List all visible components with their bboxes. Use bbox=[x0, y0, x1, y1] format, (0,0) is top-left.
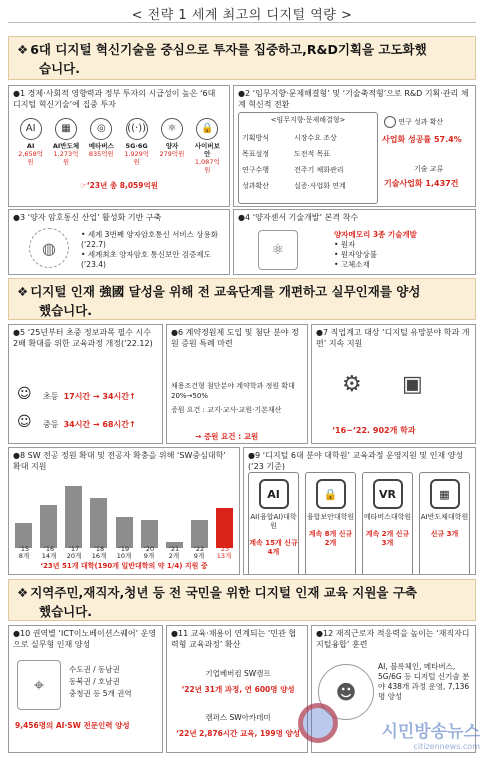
quantum-bullet-2: • 세계최초 양자암호 통신보안 검증제도(‘23.4) bbox=[81, 250, 211, 269]
bar-‘23 bbox=[216, 508, 233, 548]
tick-label: ‘18 16개 bbox=[91, 545, 107, 560]
bootcamp-title: 기업베버컴 SW캠프 bbox=[205, 669, 271, 678]
metaverse-icon: ◎ bbox=[90, 118, 112, 140]
mission-left-col bbox=[242, 130, 294, 194]
section-banner-2 bbox=[8, 278, 476, 320]
security-icon: 🔒 bbox=[196, 118, 218, 140]
panel-grad-schools bbox=[243, 447, 476, 575]
diamond-icon: ❖ bbox=[17, 42, 29, 57]
card-name: 메타버스대학원 bbox=[363, 513, 412, 521]
mission-goal: 도전적 목표 bbox=[294, 150, 331, 158]
quantum-bullet-1: • 세계 3번째 양자암호통신 서비스 상용화(‘22.7) bbox=[81, 230, 219, 249]
mission-stage: 성과확산 bbox=[242, 182, 270, 190]
banner-1-text: 6대 디지털 혁신기술을 중심으로 투자를 집중하고,R&D기획을 고도화했 bbox=[30, 42, 427, 57]
news-logo-icon bbox=[298, 703, 338, 743]
grad-school-card bbox=[419, 472, 470, 575]
tech-item bbox=[51, 118, 81, 174]
robot-icon: ⚙ bbox=[342, 372, 362, 397]
title-divider bbox=[8, 22, 476, 23]
tech-name: 5G·6G bbox=[125, 142, 148, 150]
tick-label: ‘19 10개 bbox=[116, 545, 132, 560]
tech-value: 2,658억원 bbox=[18, 150, 44, 166]
mission-stage: 연구수행 bbox=[242, 166, 270, 174]
panel-12-heading: ●12 재직근로자 적응력을 높이는 ‘재직자디지털융합’ 훈련 bbox=[316, 629, 470, 649]
mission-goal: 전주기 체화관리 bbox=[294, 166, 344, 174]
section-banner-3 bbox=[8, 579, 476, 621]
tech-value: 1,929억원 bbox=[124, 150, 150, 166]
vocational-value: ‘16~‘22. 902개 학과 bbox=[332, 426, 416, 435]
diamond-icon: ❖ bbox=[17, 585, 29, 600]
academy-title: 캠퍼스 SW아카데미 bbox=[205, 713, 271, 722]
panel-11-heading: ●11 교육·채용이 연계되는 ‘민관 협력형 교육과정’ 확산 bbox=[171, 629, 297, 649]
watermark-url: citizennews.com bbox=[413, 742, 480, 751]
tick-label: ‘16 14개 bbox=[41, 545, 57, 560]
investment-total: ☞‘23년 총 8,059억원 bbox=[80, 181, 158, 190]
panel-6-tech-investment bbox=[8, 85, 230, 207]
panel-quantum-sensor bbox=[233, 209, 476, 275]
outcome-label: 연구 성과 확산 bbox=[398, 118, 444, 126]
panel-quota bbox=[166, 324, 308, 444]
card-name: AI(융합AI)대학원 bbox=[250, 513, 297, 530]
mission-goal: 실증·사업화 연계 bbox=[294, 182, 346, 190]
quota-line-3: → 증원 요건 : 교원 bbox=[195, 432, 259, 441]
region: 수도권 / 동남권 bbox=[69, 665, 120, 674]
map-icon: ⌖ bbox=[17, 660, 61, 710]
quota-line-1: 채용조건형 첨단분야 계약학과 정원 확대 20%→50% bbox=[171, 382, 295, 400]
panel-5-heading: ●5 ‘25년부터 초중 정보과목 필수 시수 2배 확대를 위한 교육과정 개정(‘22.12) bbox=[13, 328, 153, 348]
chip-icon: AI bbox=[20, 118, 42, 140]
chart-footnote: ‘23년 51개 대학(190개 일반대학의 약 1/4) 지원 중 bbox=[40, 562, 208, 570]
panel-1-heading: ●1 경제·사회적 영향력과 정부 투자의 시급성이 높은 ‘6대 디지털 혁신기술’에 집중 투자 bbox=[13, 89, 216, 109]
metaverse-icon: VR bbox=[373, 479, 403, 509]
card-name: 융합보안대학원 bbox=[306, 513, 355, 521]
success-rate: 사업화 성공률 57.4% bbox=[382, 135, 462, 144]
sensor-item: • 고체소재 bbox=[334, 260, 370, 269]
mission-goal: 시장수요 조상 bbox=[294, 134, 337, 142]
bar-chart bbox=[15, 482, 233, 548]
middle-row: 중등 34시간 → 68시간↑ bbox=[43, 420, 136, 429]
mission-box bbox=[238, 112, 378, 204]
outcome-icon bbox=[384, 116, 396, 128]
banner-3-text-2: 했습니다. bbox=[39, 604, 93, 619]
grad-school-card bbox=[305, 472, 356, 575]
student-icon: ☺ bbox=[17, 386, 32, 402]
tech-value: 835억원 bbox=[88, 150, 114, 158]
page-title: < 전략 1 세계 최고의 디지털 역량 > bbox=[131, 8, 353, 23]
mission-stage: 기획방식 bbox=[242, 134, 270, 142]
tick-label: ‘22 9개 bbox=[193, 545, 205, 560]
bar-‘22 bbox=[191, 520, 208, 548]
banner-2-text: 디지털 인재 強國 달성을 위해 전 교육단계를 개편하고 실무인재를 양성 bbox=[30, 284, 421, 299]
panel-curriculum bbox=[8, 324, 163, 444]
panel-rnd-planning bbox=[233, 85, 476, 207]
mission-mid-col bbox=[294, 130, 374, 194]
sensor-title: 양자메모리 3종 기술개발 bbox=[334, 230, 417, 239]
bar-‘18 bbox=[90, 498, 107, 548]
tech-value: 279억원 bbox=[159, 150, 185, 158]
tech-icon-row bbox=[9, 112, 229, 174]
banner-3-text: 지역주민,재직자,청년 등 전 국민을 위한 디지털 인재 교육 지원을 구축 bbox=[30, 585, 417, 600]
card-name: AI반도체대학원 bbox=[420, 513, 469, 521]
banner-1-text-2: 습니다. bbox=[39, 61, 80, 76]
tick-label: ‘21 2개 bbox=[168, 545, 180, 560]
research-outcome bbox=[384, 116, 474, 128]
watermark-name: 시민방송뉴스 bbox=[381, 722, 480, 742]
quota-line-2: 증원 요건 : 교지·교사·교원·기본재산 bbox=[171, 406, 282, 414]
transfer-label: 기술 교류 bbox=[414, 165, 444, 173]
tech-name: AI bbox=[26, 142, 35, 150]
card-stat: 신규 3개 bbox=[430, 530, 459, 538]
worker-icon: ☻ bbox=[318, 664, 374, 720]
tick-label: ‘17 20개 bbox=[66, 545, 82, 560]
ai-icon: AI bbox=[259, 479, 289, 509]
grad-school-card bbox=[248, 472, 299, 575]
tech-name: 사이버보안 bbox=[194, 142, 220, 158]
tech-item bbox=[122, 118, 152, 174]
watermark bbox=[381, 717, 480, 751]
panel-7-heading: ●7 직업계고 대상 ‘디지털 유망분야 학과 개편’ 지속 지원 bbox=[316, 328, 470, 348]
academy-text: ‘22년 2,876시간 교육, 199명 양성 bbox=[176, 729, 300, 738]
student-icon-2: ☺ bbox=[17, 414, 32, 430]
globe-icon: ◍ bbox=[29, 228, 69, 268]
tech-value: 1,273억원 bbox=[53, 150, 79, 166]
tech-name: 메타버스 bbox=[88, 142, 114, 150]
bootcamp-text: ‘22년 31개 과정, 연 600명 양성 bbox=[181, 685, 295, 694]
transfer-value: 기술사업화 1,437건 bbox=[384, 179, 459, 188]
ai-semi-icon: ▦ bbox=[55, 118, 77, 140]
diamond-icon: ❖ bbox=[17, 284, 29, 299]
mission-stage: 목표설정 bbox=[242, 150, 270, 158]
tech-item bbox=[157, 118, 187, 174]
panel-6-heading: ●6 계약정원제 도입 및 첨단 분야 정원 증원 특례 마련 bbox=[171, 328, 299, 348]
sensor-icon: ⚛ bbox=[258, 230, 298, 270]
5g-icon: ((·)) bbox=[126, 118, 148, 140]
tech-name: AI반도체 bbox=[52, 142, 80, 150]
sensor-item: • 원자양상불 bbox=[334, 250, 378, 259]
panel-8-heading: ●8 SW 전공 정원 확대 및 전공자 확충을 위해 ‘SW중심대학’ 확대 지원 bbox=[13, 451, 226, 471]
tech-item bbox=[86, 118, 116, 174]
tech-name: 양자 bbox=[165, 142, 179, 150]
panel-2-heading: ●2 ‘임무지향·문제해결형’ 및 ‘기술축적형’으로 R&D 기획·관리 체계 혁신적 전환 bbox=[238, 89, 469, 109]
card-stat: 계속 8개 신규 2개 bbox=[308, 530, 353, 547]
mission-box-title: <임무지향·문제해결형> bbox=[270, 116, 346, 124]
panel-public-private bbox=[166, 625, 308, 753]
ai-semi-icon: ▦ bbox=[430, 479, 460, 509]
bar-‘17 bbox=[65, 486, 82, 548]
security-icon: 🔒 bbox=[316, 479, 346, 509]
section-banner-1 bbox=[8, 36, 476, 80]
panel-innovation-square bbox=[8, 625, 163, 753]
training-text: AI, 블록체인, 메타버스, 5G/6G 등 디지털 신기술 분야 438개 과정 운영, 7,136명 양성 bbox=[378, 662, 470, 701]
bar-‘20 bbox=[141, 520, 158, 548]
banner-2-text-2: 했습니다. bbox=[39, 303, 93, 318]
panel-sw-university bbox=[8, 447, 240, 575]
bar-‘19 bbox=[116, 517, 133, 548]
region: 동북권 / 호남권 bbox=[69, 677, 120, 686]
panel-3-heading: ●3 ‘양자 암호통신 산업’ 활성화 기반 구축 bbox=[13, 213, 162, 222]
tick-label: ‘15 8개 bbox=[18, 545, 30, 560]
panel-4-heading: ●4 ‘양자센서 기술개발’ 본격 착수 bbox=[238, 213, 359, 222]
tick-label: ‘23 13개 bbox=[216, 545, 232, 560]
panel-10-heading: ●10 권역별 ‘ICT이노베이션스퀘어’ 운영으로 실무형 인재 양성 bbox=[13, 629, 157, 649]
region: 충청권 등 5개 권역 bbox=[69, 689, 132, 698]
region-list bbox=[69, 664, 132, 700]
tick-label: ‘20 9개 bbox=[143, 545, 155, 560]
sensor-item: • 원자 bbox=[334, 240, 356, 249]
elementary-row: 초등 17시간 → 34시간↑ bbox=[43, 392, 136, 401]
sensor-items bbox=[334, 240, 417, 270]
innovation-total: 9,456명의 AI·SW 전문인력 양성 bbox=[15, 721, 130, 730]
tech-value: 1,087억원 bbox=[194, 158, 220, 174]
tech-item bbox=[16, 118, 46, 174]
panel-9-heading: ●9 ‘디지털 6대 분야 대학원’ 교육과정 운영지원 및 인재 양성(‘23 기준) bbox=[248, 451, 464, 471]
panel-quantum-comm bbox=[8, 209, 230, 275]
bar-‘16 bbox=[40, 505, 57, 548]
tech-item bbox=[192, 118, 222, 174]
card-stat: 계속 15개 신규 4개 bbox=[249, 539, 298, 556]
quantum-icon: ⚛ bbox=[161, 118, 183, 140]
grad-school-card bbox=[362, 472, 413, 575]
panel-vocational bbox=[311, 324, 476, 444]
devices-icon: ▣ bbox=[402, 372, 423, 397]
x-axis-labels bbox=[13, 546, 235, 560]
card-stat: 계속 2개 신규 3개 bbox=[365, 530, 410, 547]
